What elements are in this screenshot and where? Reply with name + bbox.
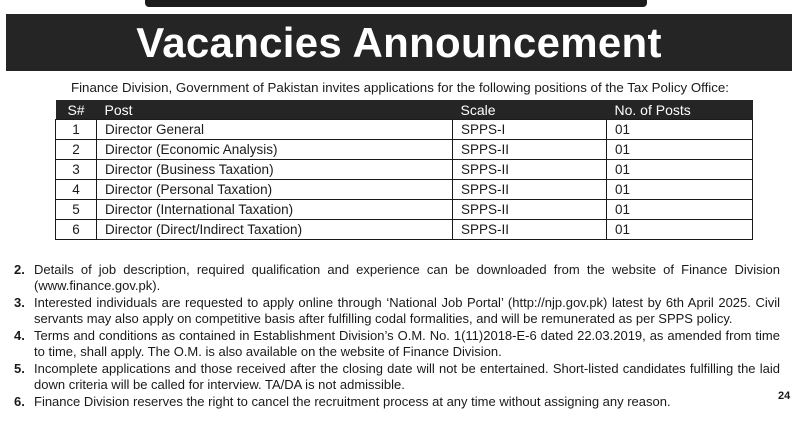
cell-scale: SPPS-II [453, 140, 607, 160]
cell-post: Director General [97, 120, 453, 140]
cell-post: Director (Direct/Indirect Taxation) [97, 220, 453, 240]
note-text: Finance Division reserves the right to cancel the recruitment process at any time without assigning any reason. [34, 394, 671, 409]
note-text: Interested individuals are requested to apply online through ‘National Job Portal’ (http://njp.gov.pk) latest by 6th April 2025. Civil servants may also apply on competitive basis after fulfilling codal formalities, and will be remunerated as per SPPS policy. [34, 295, 780, 326]
cell-post: Director (Business Taxation) [97, 160, 453, 180]
table-row [56, 160, 753, 180]
cell-post: Director (International Taxation) [97, 200, 453, 220]
table-row [56, 180, 753, 200]
note-number: 6. [14, 394, 25, 409]
cell-posts: 01 [607, 220, 753, 240]
cell-scale: SPPS-II [453, 160, 607, 180]
cell-scale: SPPS-II [453, 220, 607, 240]
col-header-scale: Scale [453, 100, 607, 120]
col-header-posts: No. of Posts [607, 100, 753, 120]
cell-post: Director (Economic Analysis) [97, 140, 453, 160]
col-header-post: Post [97, 100, 453, 120]
list-item [14, 295, 780, 327]
col-header-sn: S# [56, 100, 97, 120]
note-text: Terms and conditions as contained in Establishment Division’s O.M. No. 1(11)2018-E-6 dated 22.03.2019, as amended from time to time, shall apply. The O.M. is also available on the website of Finance Division. [34, 328, 780, 359]
cell-posts: 01 [607, 120, 753, 140]
cell-sn: 3 [56, 160, 97, 180]
table-header-row [56, 100, 753, 120]
cell-sn: 1 [56, 120, 97, 140]
intro-text: Finance Division, Government of Pakistan invites applications for the following positions of the Tax Policy Office: [70, 80, 730, 95]
list-item [14, 262, 780, 294]
table-row [56, 120, 753, 140]
cell-sn: 6 [56, 220, 97, 240]
note-number: 3. [14, 295, 25, 310]
cell-sn: 5 [56, 200, 97, 220]
note-number: 2. [14, 262, 25, 277]
cell-posts: 01 [607, 180, 753, 200]
table-row [56, 140, 753, 160]
cell-posts: 01 [607, 200, 753, 220]
side-code: 24 [778, 390, 791, 402]
cell-sn: 4 [56, 180, 97, 200]
page-title: Vacancies Announcement [6, 14, 792, 71]
note-text: Incomplete applications and those received after the closing date will not be entertained. Short-listed candidates fulfilling the laid down criteria will be called for interview. TA/DA is not admissible. [34, 361, 780, 392]
note-text: Details of job description, required qualification and experience can be downloaded from the website of Finance Division (www.finance.gov.pk). [34, 262, 780, 293]
cell-scale: SPPS-I [453, 120, 607, 140]
cell-sn: 2 [56, 140, 97, 160]
table-row [56, 200, 753, 220]
cell-scale: SPPS-II [453, 200, 607, 220]
header-strip [145, 0, 647, 7]
list-item [14, 361, 780, 393]
table-row [56, 220, 753, 240]
cell-posts: 01 [607, 140, 753, 160]
note-number: 4. [14, 328, 25, 343]
cell-scale: SPPS-II [453, 180, 607, 200]
cell-post: Director (Personal Taxation) [97, 180, 453, 200]
vacancies-table [55, 100, 753, 240]
note-number: 5. [14, 361, 25, 376]
list-item [14, 328, 780, 360]
cell-posts: 01 [607, 160, 753, 180]
notes-list [14, 262, 780, 411]
list-item [14, 394, 780, 410]
